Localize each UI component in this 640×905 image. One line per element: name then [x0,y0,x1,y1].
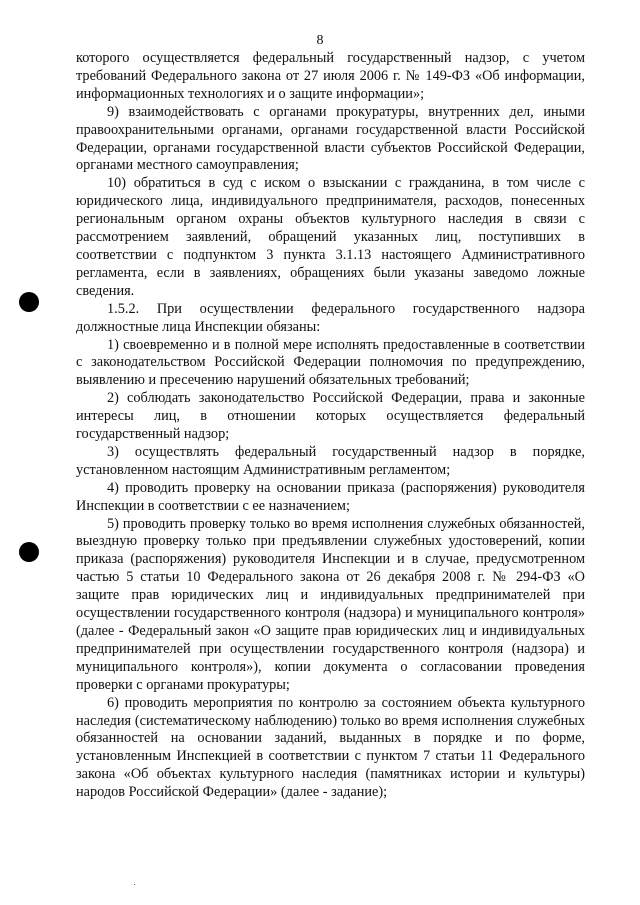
paragraph-duty-6: 6) проводить мероприятия по контролю за состоянием объекта культурного наследия (систематическому наблюдению) только во время исполнения служебных обязанностей на основании заданий, выданных в порядке и по форме, установленным Инспекцией в соответствии с пунктом 7 статьи 11 Федерального закона «Об объектах культурного наследия (памятниках истории и культуры) народов Российской Федерации» (далее - задание); [76,694,585,801]
punch-hole-mark [19,542,39,562]
paragraph-item-9: 9) взаимодействовать с органами прокуратуры, внутренних дел, иными правоохранительными органами, органами государственной власти Российской Федерации, органами государственной власти субъектов Российской Федерации, органами местного самоуправления; [76,103,585,174]
paragraph-duty-5: 5) проводить проверку только во время исполнения служебных обязанностей, выездную проверку только при предъявлении служебных удостоверений, копии приказа (распоряжения) руководителя Инспекции и в случае, предусмотренном частью 5 статьи 10 Федерального закона от 26 декабря 2008 г. № 294-ФЗ «О защите прав юридических лиц и индивидуальных предпринимателей при осуществлении государственного контроля (надзора) и муниципального контроля» (далее - Федеральный закон «О защите прав юридических лиц и индивидуальных предпринимателей при осуществлении государственного контроля (надзора) и муниципального контроля»), копии документа о согласовании проведения проверки с органами прокуратуры; [76,515,585,693]
paragraph-continuation: которого осуществляется федеральный государственный надзор, с учетом требований Федерального закона от 27 июля 2006 г. № 149-ФЗ «Об информации, информационных технологиях и о защите информации»; [76,50,585,102]
document-body [76,50,585,802]
paragraph-section-1-5-2: 1.5.2. При осуществлении федерального государственного надзора должностные лица Инспекции обязаны: [76,300,585,335]
paragraph-duty-2: 2) соблюдать законодательство Российской Федерации, права и законные интересы лиц, в отношении которых осуществляется федеральный государственный надзор; [76,390,585,443]
scan-speck [134,884,135,885]
paragraph-duty-1: 1) своевременно и в полной мере исполнять предоставленные в соответствии с законодательством Российской Федерации полномочия по предупреждению, выявлению и пресечению нарушений обязательных требований; [76,336,585,389]
paragraph-duty-3: 3) осуществлять федеральный государственный надзор в порядке, установленном настоящим Административным регламентом; [76,443,585,478]
paragraph-duty-4: 4) проводить проверку на основании приказа (распоряжения) руководителя Инспекции в соответствии с ее назначением; [76,479,585,514]
page-number: 8 [316,33,324,48]
paragraph-item-10: 10) обратиться в суд с иском о взыскании с гражданина, в том числе с юридического лица, индивидуального предпринимателя, расходов, понесенных региональным органом охраны объектов культурного наследия в связи с рассмотрением заявлений, обращений указанных лиц, поступивших в соответствии с подпунктом 3 пункта 3.1.13 настоящего Административного регламента, если в заявлениях, обращениях были указаны заведомо ложные сведения. [76,175,585,299]
punch-hole-mark [19,292,39,312]
